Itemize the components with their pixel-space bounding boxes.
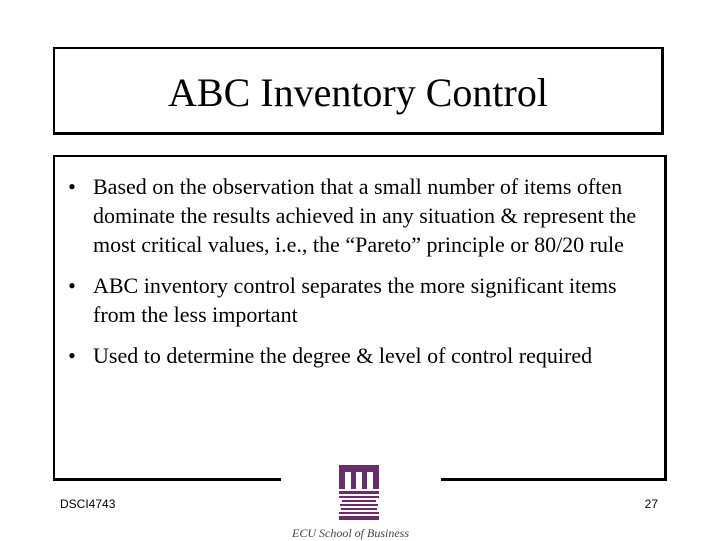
page-number: 27 [644,497,658,511]
content-box-bottom-right-border [441,478,667,481]
content-box-bottom-left-border [53,478,281,481]
bullet-text: Used to determine the degree & level of control required [93,343,593,368]
bullet-item [62,271,658,329]
bullet-marker: • [68,343,76,368]
slide-title: ABC Inventory Control [168,69,548,115]
bullet-list [62,172,658,382]
bullet-marker: • [68,273,76,298]
ecu-logo-icon [336,463,382,527]
bullet-text: ABC inventory control separates the more significant items from the less important [93,273,617,327]
course-code: DSCI4743 [60,497,116,511]
bullet-item [62,172,658,259]
logo-caption: ECU School of Business [292,526,409,540]
title-box [53,47,664,135]
bullet-text: Based on the observation that a small number of items often dominate the results achieved in any situation & represent the most critical values, i.e., the “Pareto” principle or 80/20 rule [93,174,637,257]
bullet-marker: • [68,174,76,199]
bullet-item [62,341,658,370]
